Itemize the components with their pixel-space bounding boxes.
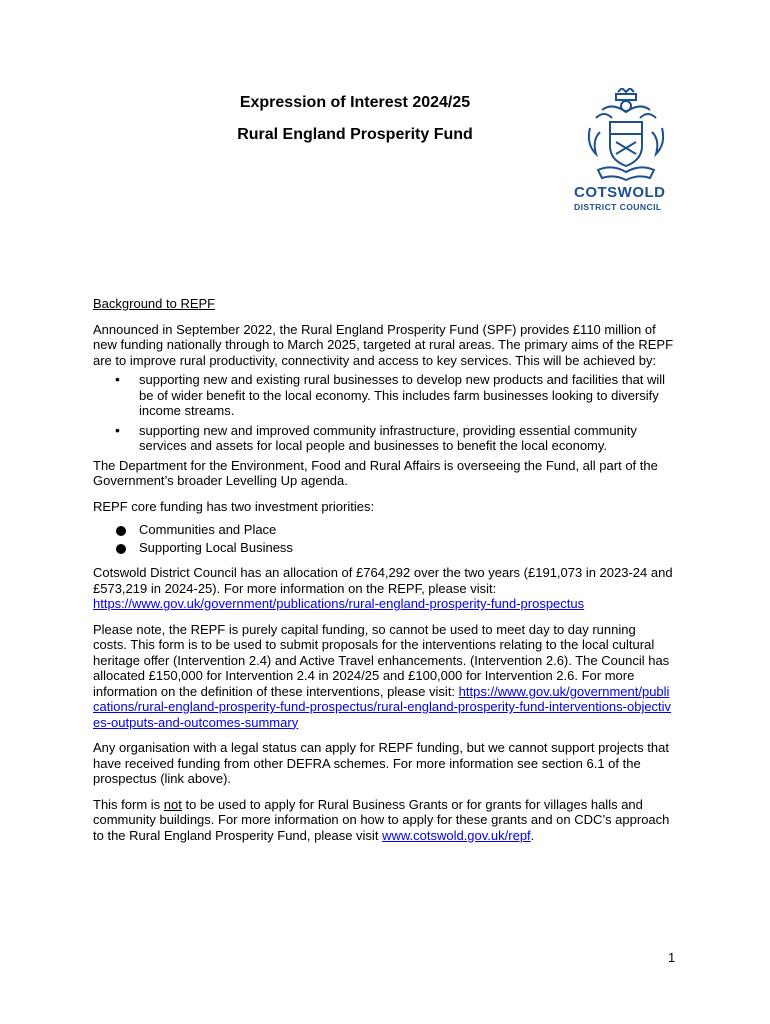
priorities-intro: REPF core funding has two investment priorities: <box>93 498 375 514</box>
document-subtitle: Rural England Prosperity Fund <box>237 126 473 143</box>
interventions-link[interactable]: https://www.gov.uk/government/publications/rural-england-prosperity-fund-prospectus/rural-england-prosperity-fund-interventions-objectives-outputs-and-outcomes-summary <box>93 683 672 730</box>
notice-text-pre: This form is <box>93 796 164 812</box>
defra-paragraph: The Department for the Environment, Food and Rural Affairs is overseeing the Fund, all part of the Government’s broader Levelling Up agenda. <box>93 457 658 488</box>
list-item: Supporting Local Business <box>93 540 673 556</box>
capital-text: Please note, the REPF is purely capital funding, so cannot be used to meet day to day running costs. This form is to be used to submit proposals for the interventions relating to the local cultural heritage offer (Intervention 2.4) and Active Travel enhancements. (Intervention 2.6). The Council has allocated £150,000 for Intervention 2.4 in 2024/25 and £100,000 for Intervention 2.6. For more information on the definition of these interventions, please visit: <box>93 621 670 699</box>
priorities-list <box>93 522 673 555</box>
capital-paragraph <box>93 622 673 731</box>
logo-subtitle: DISTRICT COUNCIL <box>574 202 662 212</box>
allocation-paragraph <box>93 565 673 612</box>
intro-paragraph: Announced in September 2022, the Rural England Prosperity Fund (SPF) provides £110 million of new funding nationally through to March 2025, targeted at rural areas. The primary aims of the REPF are to improve rural productivity, connectivity and access to key services. This will be achieved by: <box>93 321 674 368</box>
page-number: 1 <box>668 950 676 965</box>
allocation-text: Cotswold District Council has an allocation of £764,292 over the two years (£191,073 in 2023-24 and £573,219 in 2024-25). For more information on the REPF, please visit: <box>93 565 673 596</box>
notice-text-post: to be used to apply for Rural Business Grants or for grants for villages halls and community buildings. For more information on how to apply for these grants and on CDC’s approach to the Rural England Prosperity Fund, please visit <box>93 796 670 843</box>
coat-of-arms-crest-icon <box>582 88 668 182</box>
notice-emphasis: not <box>163 796 182 812</box>
notice-paragraph <box>93 797 673 844</box>
repf-link[interactable]: www.cotswold.gov.uk/repf <box>382 827 531 843</box>
cotswold-logo <box>566 88 684 216</box>
logo-wordmark: COTSWOLD <box>574 184 666 201</box>
list-item: • supporting new and improved community infrastructure, providing essential community services and assets for local people and businesses to benefit the local economy. <box>93 423 673 454</box>
eligibility-paragraph: Any organisation with a legal status can apply for REPF funding, but we cannot support projects that have received funding from other DEFRA schemes. For more information see section 6.1 of the prospectus (link above). <box>93 740 669 786</box>
document-body <box>93 296 673 853</box>
aims-list <box>93 372 673 454</box>
notice-end: . <box>530 827 535 843</box>
prospectus-link[interactable]: https://www.gov.uk/government/publications/rural-england-prosperity-fund-prospectus <box>93 596 585 611</box>
list-item: Communities and Place <box>93 522 673 538</box>
list-item: • supporting new and existing rural businesses to develop new products and facilities that will be of wider benefit to the local economy. This includes farm businesses looking to diversify income streams. <box>93 372 673 419</box>
section-heading: Background to REPF <box>93 296 216 311</box>
document-title: Expression of Interest 2024/25 <box>239 94 471 111</box>
